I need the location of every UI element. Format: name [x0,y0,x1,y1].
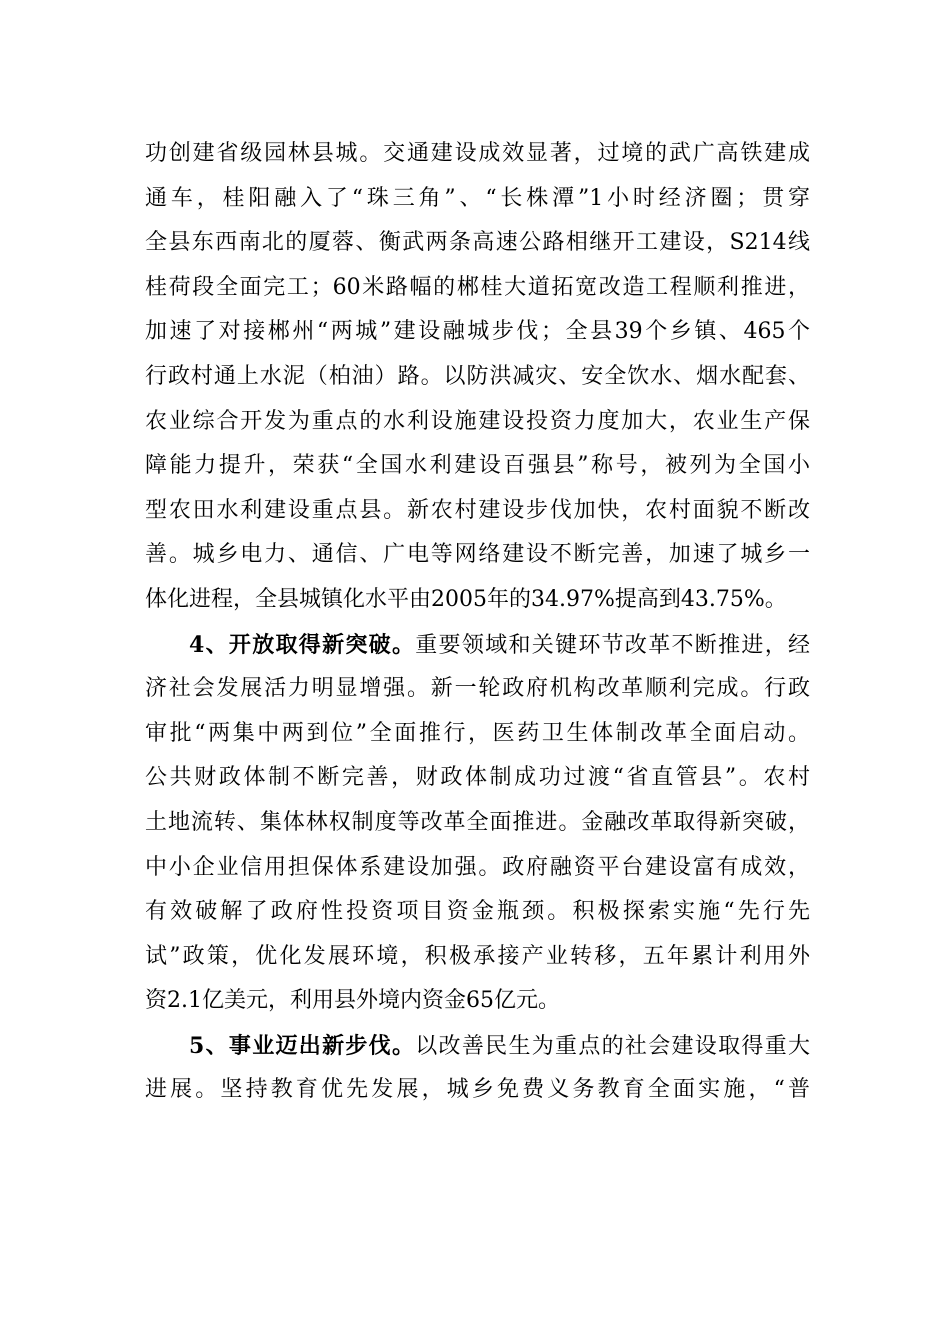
text-run: 以改善民生为重点的社会建设取得重大 [415,1033,810,1059]
text-line: 进展。坚持教育优先发展，城乡免费义务教育全面实施，“普 [145,1077,810,1103]
text-line: 桂荷段全面完工；60米路幅的郴桂大道拓宽改造工程顺利推进， [145,274,810,300]
paragraph-transport [145,132,810,623]
section-heading: 5、事业迈出新步伐。 [189,1032,416,1059]
text-line: 农业综合开发为重点的水利设施建设投资力度加大，农业生产保 [145,408,810,434]
paragraph-social-development [145,1024,810,1113]
text-line: 资2.1亿美元，利用县外境内资金65亿元。 [145,988,560,1014]
text-line: 体化进程，全县城镇化水平由2005年的34.97%提高到43.75%。 [145,586,787,612]
text-line [145,623,810,668]
text-run: 重要领域和关键环节改革不断推进，经 [415,632,810,658]
text-line: 善。城乡电力、通信、广电等网络建设不断完善，加速了城乡一 [145,542,810,568]
text-line: 障能力提升，荣获“全国水利建设百强县”称号，被列为全国小 [145,453,810,479]
text-line: 功创建省级园林县城。交通建设成效显著，过境的武广高铁建成 [145,141,810,166]
text-line: 公共财政体制不断完善，财政体制成功过渡“省直管县”。农村 [145,765,810,791]
section-heading: 4、开放取得新突破。 [189,631,416,658]
text-line: 土地流转、集体林权制度等改革全面推进。金融改革取得新突破， [145,809,810,835]
text-line [145,1024,810,1069]
text-line: 型农田水利建设重点县。新农村建设步伐加快，农村面貌不断改 [145,497,810,523]
text-line: 济社会发展活力明显增强。新一轮政府机构改革顺利完成。行政 [145,676,810,702]
text-line: 加速了对接郴州“两城”建设融城步伐；全县39个乡镇、465个 [145,319,810,345]
text-line: 有效破解了政府性投资项目资金瓶颈。积极探索实施“先行先 [145,899,810,925]
text-line: 审批“两集中两到位”全面推行，医药卫生体制改革全面启动。 [145,720,810,746]
paragraph-opening-up [145,623,810,1024]
document-body [145,132,810,1113]
text-line: 全县东西南北的厦蓉、衡武两条高速公路相继开工建设，S214线 [145,230,810,256]
text-line: 中小企业信用担保体系建设加强。政府融资平台建设富有成效， [145,854,810,880]
text-line: 试”政策，优化发展环境，积极承接产业转移，五年累计利用外 [145,943,810,969]
text-line: 行政村通上水泥（柏油）路。以防洪减灾、安全饮水、烟水配套、 [145,363,810,389]
text-line: 通车，桂阳融入了“珠三角”、“长株潭”1小时经济圈；贯穿 [145,185,810,211]
